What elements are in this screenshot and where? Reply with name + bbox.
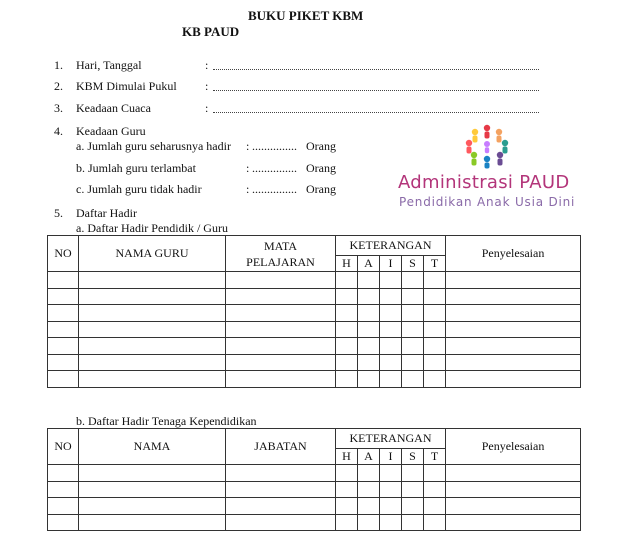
item-4b-unit: Orang [306, 161, 336, 175]
teacher-attendance-table [47, 235, 581, 388]
table-b-caption: b. Daftar Hadir Tenaga Kependidikan [76, 414, 257, 428]
item-2-fill-line[interactable] [213, 90, 539, 91]
subject-header-line-1: MATA [263, 238, 298, 253]
table-a-caption: a. Daftar Hadir Pendidik / Guru [76, 221, 228, 235]
table-row[interactable] [48, 371, 581, 388]
item-2-colon: : [205, 79, 209, 93]
col-header-status: KETERANGAN [336, 236, 446, 256]
item-3-colon: : [205, 101, 209, 115]
item-4b-label: b. Jumlah guru terlambat [76, 161, 196, 175]
item-4c-label: c. Jumlah guru tidak hadir [76, 182, 202, 196]
status-code-t: T [424, 449, 446, 465]
col-header-no: NO [48, 236, 79, 272]
table-row[interactable] [48, 321, 581, 338]
status-code-i: I [380, 449, 402, 465]
item-3-fill-line[interactable] [213, 112, 539, 113]
item-4c-colon: : [246, 182, 250, 196]
item-4-number: 4. [54, 124, 63, 138]
table-row[interactable] [48, 272, 581, 289]
status-code-h: H [336, 449, 358, 465]
item-5-number: 5. [54, 206, 63, 220]
item-3-number: 3. [54, 101, 63, 115]
item-4c-unit: Orang [306, 182, 336, 196]
item-1-colon: : [205, 58, 209, 72]
item-2-label: KBM Dimulai Pukul [76, 79, 177, 93]
item-4-label: Keadaan Guru [76, 124, 146, 138]
col-header-teacher-name: NAMA GURU [79, 236, 226, 272]
col-header-status: KETERANGAN [336, 429, 446, 449]
col-header-resolution: Penyelesaian [446, 429, 581, 465]
item-4a-colon: : [246, 139, 250, 153]
logo-title: Administrasi PAUD [398, 172, 570, 193]
table-row[interactable] [48, 465, 581, 482]
col-header-no: NO [48, 429, 79, 465]
status-code-a: A [358, 256, 380, 272]
item-2-number: 2. [54, 79, 63, 93]
table-row[interactable] [48, 288, 581, 305]
item-4b-colon: : [246, 161, 250, 175]
status-code-t: T [424, 256, 446, 272]
table-row[interactable] [48, 305, 581, 322]
status-code-s: S [402, 449, 424, 465]
table-row[interactable] [48, 338, 581, 355]
logo-tagline: Pendidikan Anak Usia Dini [399, 195, 576, 209]
col-header-resolution: Penyelesaian [446, 236, 581, 272]
document-subtitle: KB PAUD [182, 24, 240, 39]
table-row[interactable] [48, 481, 581, 498]
col-header-position: JABATAN [226, 429, 336, 465]
document-title: BUKU PIKET KBM [248, 8, 364, 23]
col-header-subject [226, 236, 336, 272]
item-3-label: Keadaan Cuaca [76, 101, 151, 115]
status-code-a: A [358, 449, 380, 465]
item-1-label: Hari, Tanggal [76, 58, 142, 72]
item-4a-fill[interactable]: ............... [252, 139, 297, 153]
item-4a-label: a. Jumlah guru seharusnya hadir [76, 139, 231, 153]
status-code-s: S [402, 256, 424, 272]
item-4c-fill[interactable]: ............... [252, 182, 297, 196]
item-5-label: Daftar Hadir [76, 206, 137, 220]
item-1-number: 1. [54, 58, 63, 72]
table-row[interactable] [48, 354, 581, 371]
people-circle-logo-icon [462, 122, 512, 170]
col-header-staff-name: NAMA [79, 429, 226, 465]
table-row[interactable] [48, 514, 581, 531]
item-1-fill-line[interactable] [213, 69, 539, 70]
status-code-h: H [336, 256, 358, 272]
item-4a-unit: Orang [306, 139, 336, 153]
table-row[interactable] [48, 498, 581, 515]
status-code-i: I [380, 256, 402, 272]
subject-header-line-2: PELAJARAN [246, 254, 315, 269]
item-4b-fill[interactable]: ............... [252, 161, 297, 175]
staff-attendance-table [47, 428, 581, 531]
